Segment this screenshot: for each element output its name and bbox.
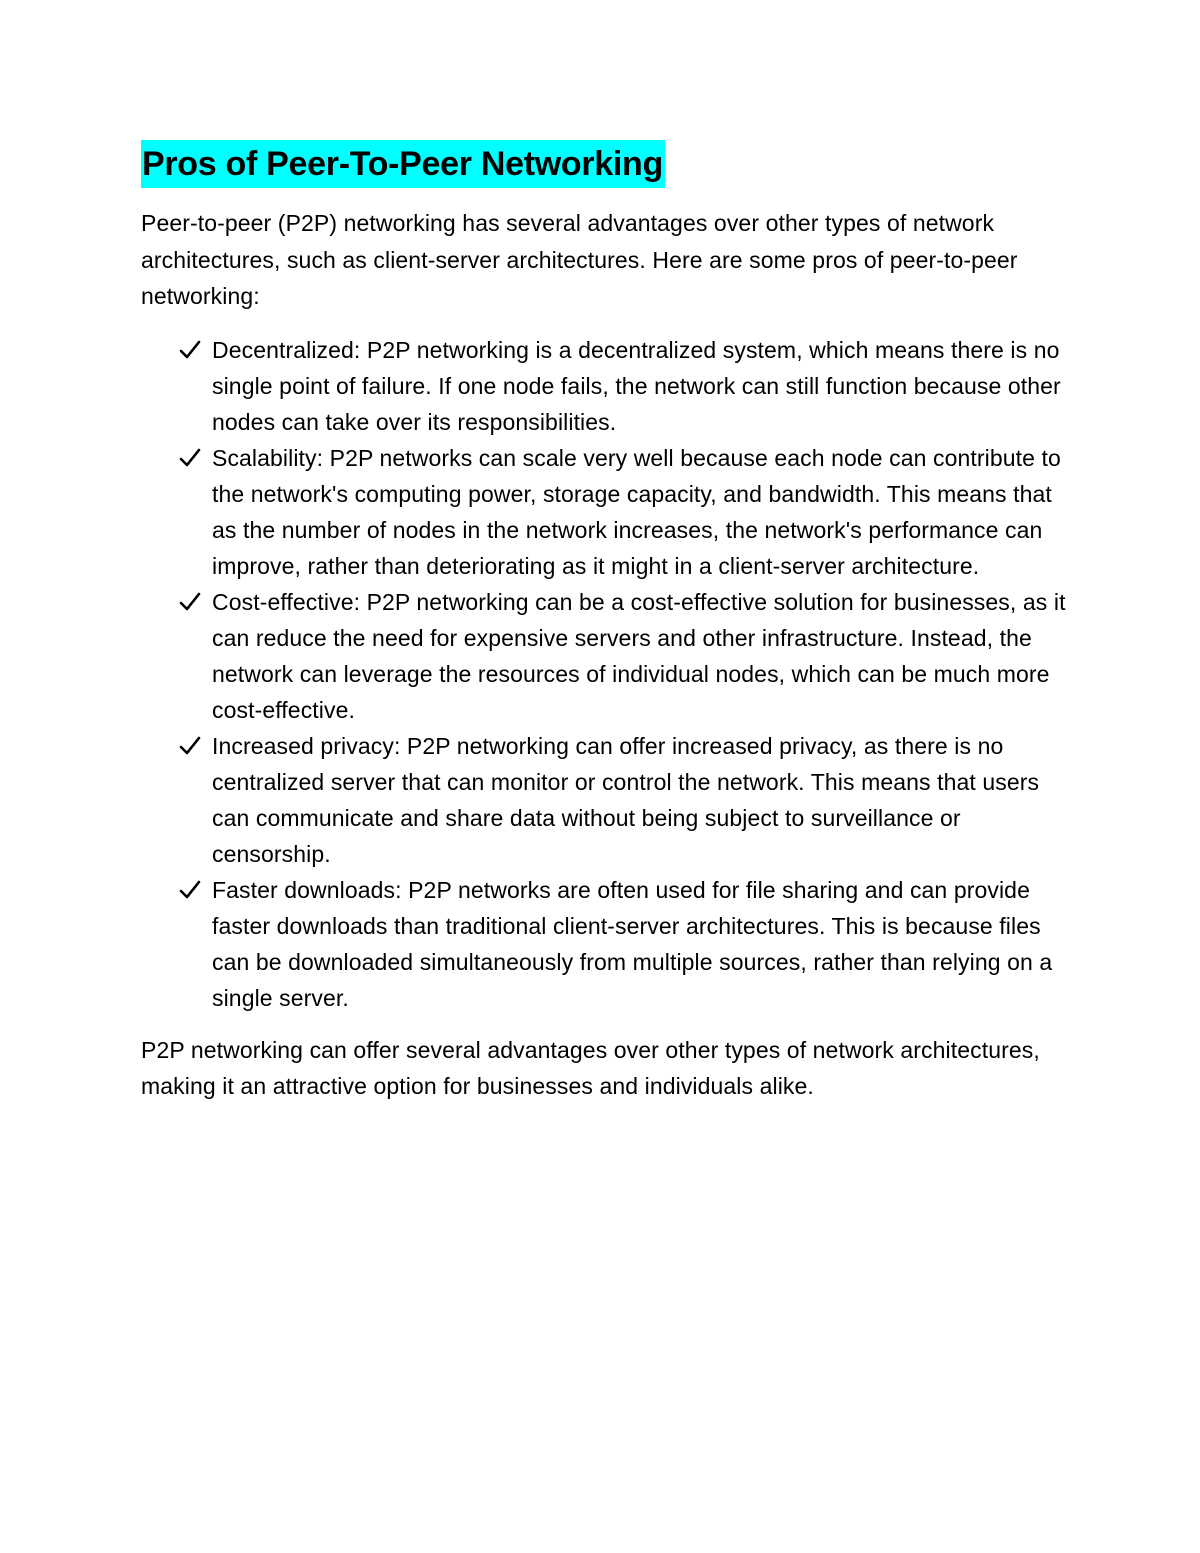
list-item	[141, 332, 1071, 440]
checkmark-icon	[178, 332, 202, 368]
document-title: Pros of Peer-To-Peer Networking	[141, 140, 665, 188]
pros-list	[141, 332, 1071, 1016]
list-item-text: Faster downloads: P2P networks are often used for file sharing and can provide faster downloads than traditional client-server architectures. This is because files can be downloaded simultaneously from multiple sources, rather than relying on a single server.	[212, 876, 1053, 1011]
list-item-text: Increased privacy: P2P networking can offer increased privacy, as there is no centralized server that can monitor or control the network. This means that users can communicate and share data without being subject to surveillance or censorship.	[212, 732, 1040, 867]
checkmark-icon	[178, 872, 202, 908]
list-item-text: Scalability: P2P networks can scale very well because each node can contribute to the network's computing power, storage capacity, and bandwidth. This means that as the number of nodes in the network increases, the network's performance can improve, rather than deteriorating as it might in a client-server architecture.	[212, 444, 1061, 579]
list-item-text: Cost-effective: P2P networking can be a cost-effective solution for businesses, as it can reduce the need for expensive servers and other infrastructure. Instead, the network can leverage the resources of individual nodes, which can be much more cost-effective.	[212, 588, 1066, 723]
checkmark-icon	[178, 584, 202, 620]
list-item	[141, 584, 1071, 728]
checkmark-icon	[178, 728, 202, 764]
list-item	[141, 440, 1071, 584]
list-item-text: Decentralized: P2P networking is a decentralized system, which means there is no single point of failure. If one node fails, the network can still function because other nodes can take over its responsibilities.	[212, 336, 1061, 435]
checkmark-icon	[178, 440, 202, 476]
closing-paragraph: P2P networking can offer several advantages over other types of network architectures, making it an attractive option for businesses and individuals alike.	[141, 1036, 1040, 1099]
list-item	[141, 728, 1071, 872]
list-item	[141, 872, 1071, 1016]
document-body	[141, 140, 1071, 1105]
intro-paragraph: Peer-to-peer (P2P) networking has several advantages over other types of network architectures, such as client-server architectures. Here are some pros of peer-to-peer networking:	[141, 210, 1018, 309]
